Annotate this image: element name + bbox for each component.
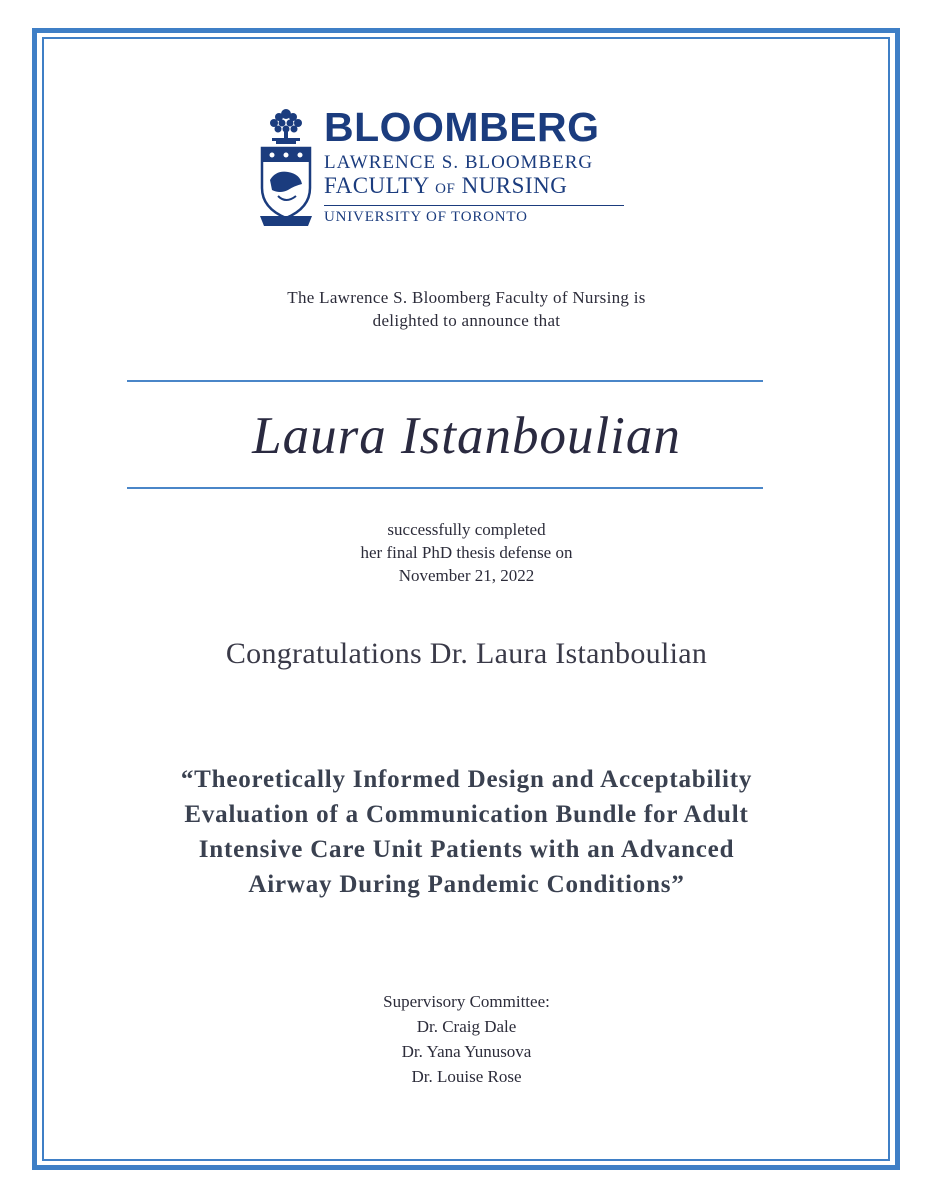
- defense-date: November 21, 2022: [398, 566, 535, 585]
- completion-statement: [120, 518, 813, 587]
- completion-line-1: successfully completed: [387, 520, 546, 539]
- committee-member: Dr. Craig Dale: [416, 1017, 517, 1036]
- logo-line-faculty: [324, 173, 634, 202]
- name-rule-bottom: [127, 487, 763, 489]
- logo-nursing-text: NURSING: [455, 173, 568, 198]
- announcement-intro: [120, 286, 813, 332]
- committee-member: Dr. Yana Yunusova: [401, 1042, 532, 1061]
- supervisory-committee: [120, 989, 813, 1089]
- logo-of-text: OF: [435, 181, 456, 197]
- thesis-title-line-1: “Theoretically Informed Design and Acceptability: [180, 766, 753, 793]
- intro-line-1: The Lawrence S. Bloomberg Faculty of Nursing is: [287, 288, 646, 307]
- completion-line-2: her final PhD thesis defense on: [360, 543, 573, 562]
- name-rule-top: [127, 380, 763, 382]
- committee-heading: Supervisory Committee:: [383, 992, 550, 1011]
- thesis-title-line-4: Airway During Pandemic Conditions”: [248, 871, 685, 898]
- committee-member: Dr. Louise Rose: [411, 1067, 522, 1086]
- university-crest-icon: [258, 104, 314, 228]
- congratulations-heading: Congratulations Dr. Laura Istanboulian: [225, 637, 708, 670]
- faculty-logo: [258, 104, 638, 230]
- wordmark: [324, 104, 634, 226]
- intro-line-2: delighted to announce that: [372, 311, 561, 330]
- logo-line-benefactor: LAWRENCE S. BLOOMBERG: [324, 152, 594, 173]
- thesis-title: [72, 762, 861, 902]
- thesis-title-line-3: Intensive Care Unit Patients with an Advanced: [198, 836, 735, 863]
- candidate-name: Laura Istanboulian: [252, 407, 681, 465]
- logo-divider: [324, 205, 624, 206]
- logo-line-university: UNIVERSITY OF TORONTO: [324, 209, 528, 225]
- thesis-title-line-2: Evaluation of a Communication Bundle for Adult: [184, 801, 749, 828]
- logo-wordmark: BLOOMBERG: [324, 104, 600, 150]
- logo-faculty-text: FACULTY: [324, 173, 436, 198]
